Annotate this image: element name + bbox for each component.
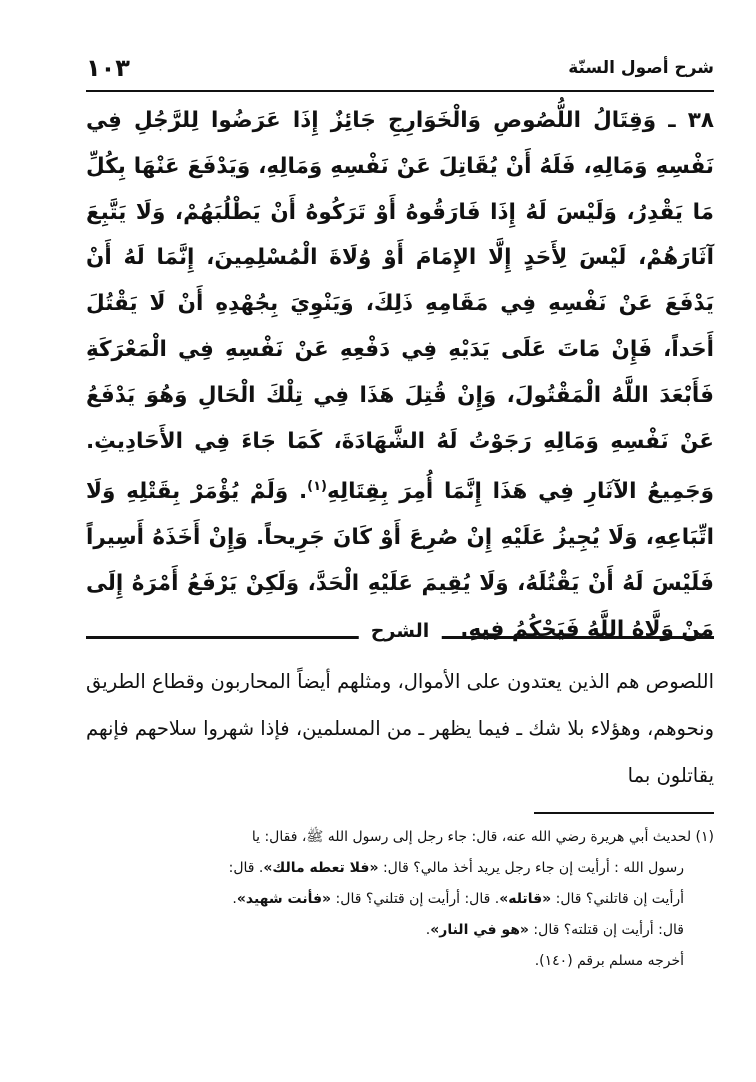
footnote-line: (١) لحديث أبي هريرة رضي الله عنه، قال: جاء رجل إلى رسول الله ﷺ، فقال: يا bbox=[251, 829, 714, 845]
matn-text: وَقِتَالُ اللُّصُوصِ وَالْخَوَارِجِ جَائِزٌ إِذَا عَرَضُوا لِلرَّجُلِ فِي نَفْسِهِ وَمَالِهِ، فَلَهُ أَنْ يُقَاتِلَ عَنْ نَفْسِهِ وَمَالِهِ، وَيَدْفَعَ عَنْهَا بِكُلِّ مَا يَقْدِرُ، وَلَيْسَ لَهُ إِذَا فَارَقُوهُ أَوْ تَرَكُوهُ أَنْ يَطْلُبَهُمْ، وَلَا يَتَّبِعَ آثَارَهُمْ، لَيْسَ لِأَحَدٍ إِلَّا الإِمَامَ أَوْ وُلَاةَ الْمُسْلِمِينَ، إِنَّمَا لَهُ أَنْ يَدْفَعَ عَنْ نَفْسِهِ فِي مَقَامِهِ ذَلِكَ، وَيَنْوِيَ بِجُهْدِهِ أَنْ لَا يَقْتُلَ أَحَداً، فَإِنْ مَاتَ عَلَى يَدَيْهِ فِي دَفْعِهِ عَنْ نَفْسِهِ فِي الْمَعْرَكَةِ فَأَبْعَدَ اللَّهُ الْمَقْتُولَ، وَإِنْ قُتِلَ هَذَا فِي تِلْكَ الْحَالِ وَهُوَ يَدْفَعُ عَنْ نَفْسِهِ وَمَالِهِ رَجَوْتُ لَهُ الشَّهَادَةَ، كَمَا جَاءَ فِي الأَحَادِيثِ. وَجَمِيعُ الآثَارِ فِي هَذَا إِنَّمَا أُمِرَ بِقِتَالِهِ bbox=[86, 108, 714, 505]
matn-text-continued: . وَلَمْ يُؤْمَرْ بِقَتْلِهِ وَلَا اتِّبَاعِهِ، وَلَا يُجِيزُ عَلَيْهِ إِنْ صُرِعَ أَوْ كَانَ جَرِيحاً. وَإِنْ أَخَذَهُ أَسِيراً فَلَيْسَ لَهُ أَنْ يَقْتُلَهُ، وَلَا يُقِيمَ عَلَيْهِ الْحَدَّ، وَلَكِنْ يَرْفَعُ أَمْرَهُ إِلَى مَنْ وَلَّاهُ اللَّهُ فَيَحْكُمُ فِيهِ. bbox=[86, 479, 714, 642]
hadith-quote: «فلا تعطه مالك» bbox=[263, 860, 379, 876]
hadith-quote: «قاتله» bbox=[499, 891, 552, 907]
hadith-quote: «هو في النار» bbox=[430, 922, 529, 938]
sharh-heading: الشرح bbox=[359, 620, 442, 642]
footnote-text: . bbox=[425, 922, 431, 938]
footnote-line bbox=[86, 884, 714, 915]
footnote-text: قال: أرأيت إن قتلته؟ قال: bbox=[528, 922, 684, 938]
sharh-divider bbox=[86, 620, 714, 650]
footnote-text: . قال: أرأيت إن قتلني؟ قال: bbox=[331, 891, 500, 907]
footnote-line bbox=[86, 853, 714, 884]
sharh-paragraph bbox=[86, 658, 714, 799]
running-title: شرح أصول السنّة bbox=[568, 58, 714, 78]
matn-number: ٣٨ ـ bbox=[668, 108, 714, 133]
footnote-text: رسول الله : أرأيت إن جاء رجل يريد أخذ مالي؟ قال: bbox=[378, 860, 684, 876]
footnote-text: أرأيت إن قاتلني؟ قال: bbox=[551, 891, 684, 907]
footnote-text: . bbox=[232, 891, 237, 907]
footnote-line bbox=[86, 915, 714, 946]
sharh-text: اللصوص هم الذين يعتدون على الأموال، ومثلهم أيضاً المحاربون وقطاع الطريق ونحوهم، وهؤلاء بلا شك ـ فيما يظهر ـ من المسلمين، فإذا شهروا سلاحهم فإنهم يقاتلون بما bbox=[86, 670, 714, 787]
footnote-rule bbox=[534, 812, 714, 814]
page-header bbox=[86, 52, 714, 92]
page-number: ١٠٣ bbox=[86, 54, 130, 82]
matn-paragraph bbox=[86, 98, 714, 653]
hadith-quote: «فأنت شهيد» bbox=[236, 891, 332, 907]
footnote bbox=[86, 822, 714, 977]
footnote-text: . قال: bbox=[228, 860, 264, 876]
footnote-source: أخرجه مسلم برقم (١٤٠). bbox=[534, 953, 684, 969]
footnote-marker: (١) bbox=[307, 479, 327, 495]
